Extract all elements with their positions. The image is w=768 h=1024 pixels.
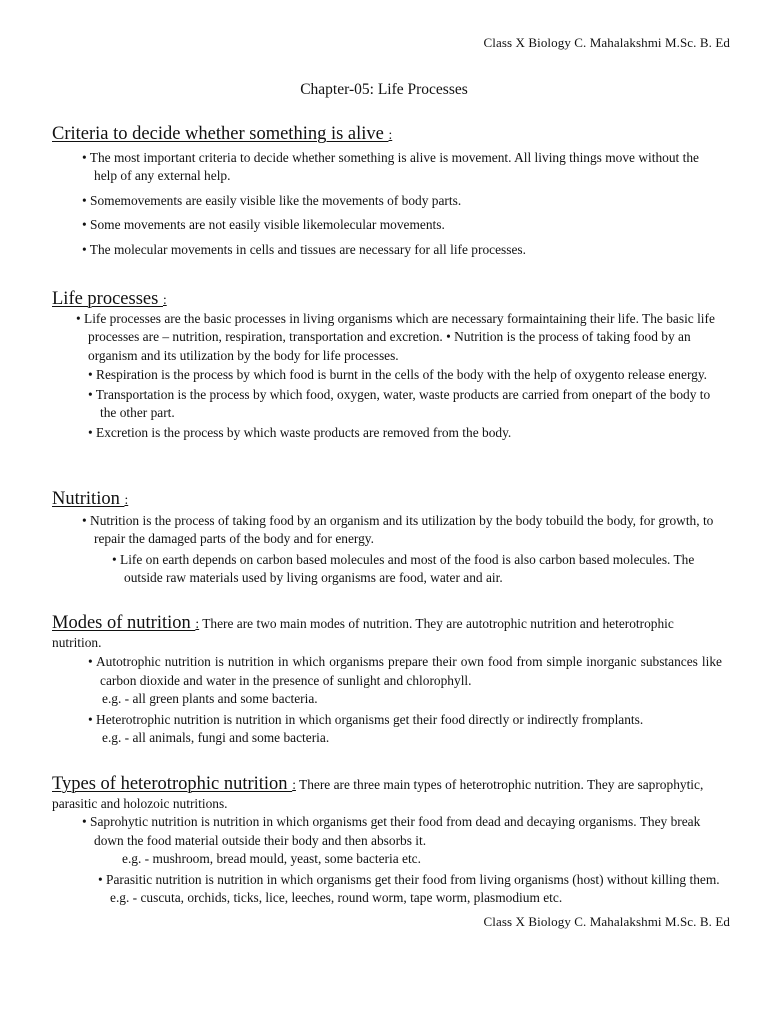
section-intro: There are three main types of heterotrophic nutrition. They are saprophytic, parasitic and holozoic nutritions.	[52, 777, 704, 811]
bullet-item: • Parasitic nutrition is nutrition in which organisms get their food from living organisms (host) without killing them. e.g. - cuscuta, orchids, ticks, lice, leeches, round worm, tape worm, plasmodium etc.	[98, 871, 720, 905]
page-header: Class X Biology C. Mahalakshmi M.Sc. B. Ed	[483, 35, 730, 50]
bullet-item: • Excretion is the process by which waste products are removed from the body.	[88, 424, 512, 440]
section-heading: Nutrition	[52, 489, 125, 509]
bullet-item: • Heterotrophic nutrition is nutrition in which organisms get their food directly or indirectly fromplants.	[88, 711, 644, 727]
bullet-item: • Saprohytic nutrition is nutrition in which organisms get their food from dead and decaying organisms. They break down the food material outside their body and then absorbs it.	[82, 814, 701, 848]
example-line: e.g. - all green plants and some bacteria.	[102, 691, 318, 706]
section-modes-of-nutrition	[52, 614, 722, 748]
section-criteria	[52, 125, 722, 265]
bullet-item: • The molecular movements in cells and tissues are necessary for all life processes.	[82, 241, 526, 257]
heading-colon: :	[124, 492, 129, 507]
bullet-item: • Autotrophic nutrition is nutrition in which organisms prepare their own food from simple inorganic substances like carbon dioxide and water in the presence of sunlight and chlorophyll.	[88, 654, 722, 688]
bullet-item: • Life on earth depends on carbon based molecules and most of the food is also carbon based molecules. The outside raw materials used by living organisms are food, water and air.	[112, 551, 695, 585]
heading-colon: :	[195, 616, 200, 631]
bullet-item: • Transportation is the process by which food, oxygen, water, waste products are carried from onepart of the body to the other part.	[88, 386, 711, 420]
bullet-item: • Somemovements are easily visible like the movements of body parts.	[82, 192, 462, 208]
heading-colon: :	[388, 127, 393, 142]
bullet-item: • Nutrition is the process of taking food by an organism and its utilization by the body tobuild the body, for growth, to repair the damaged parts of the body and for energy.	[82, 512, 714, 546]
bullet-item: • The most important criteria to decide whether something is alive is movement. All living things move without the help of any external help.	[82, 149, 699, 183]
chapter-title: Chapter-05: Life Processes	[300, 81, 468, 98]
page-footer: Class X Biology C. Mahalakshmi M.Sc. B. Ed	[483, 914, 730, 929]
section-types-heterotrophic	[52, 775, 722, 908]
heading-colon: :	[162, 292, 167, 307]
section-nutrition	[52, 490, 722, 588]
section-heading: Criteria to decide whether something is alive	[52, 124, 389, 144]
section-heading: Modes of nutrition	[52, 613, 196, 633]
bullet-item: • Some movements are not easily visible likemolecular movements.	[82, 217, 445, 232]
section-heading: Types of heterotrophic nutrition	[52, 774, 293, 794]
bullet-item: • Respiration is the process by which food is burnt in the cells of the body with the help of oxygento release energy.	[88, 367, 708, 382]
example-line: e.g. - mushroom, bread mould, yeast, some bacteria etc.	[122, 851, 421, 866]
heading-colon: :	[292, 777, 296, 792]
bullet-item: • Life processes are the basic processes in living organisms which are necessary formaintaining their life. The basic life processes are – nutrition, respiration, transportation and excretion. • Nutrition is the process of taking food by an organism and its utilization by the body for life processes.	[76, 310, 715, 363]
section-heading: Life processes	[52, 289, 163, 309]
section-life-processes	[52, 290, 722, 442]
example-line: e.g. - all animals, fungi and some bacteria.	[102, 730, 330, 745]
section-intro: There are two main modes of nutrition. They are autotrophic nutrition and heterotrophic nutrition.	[52, 616, 674, 650]
